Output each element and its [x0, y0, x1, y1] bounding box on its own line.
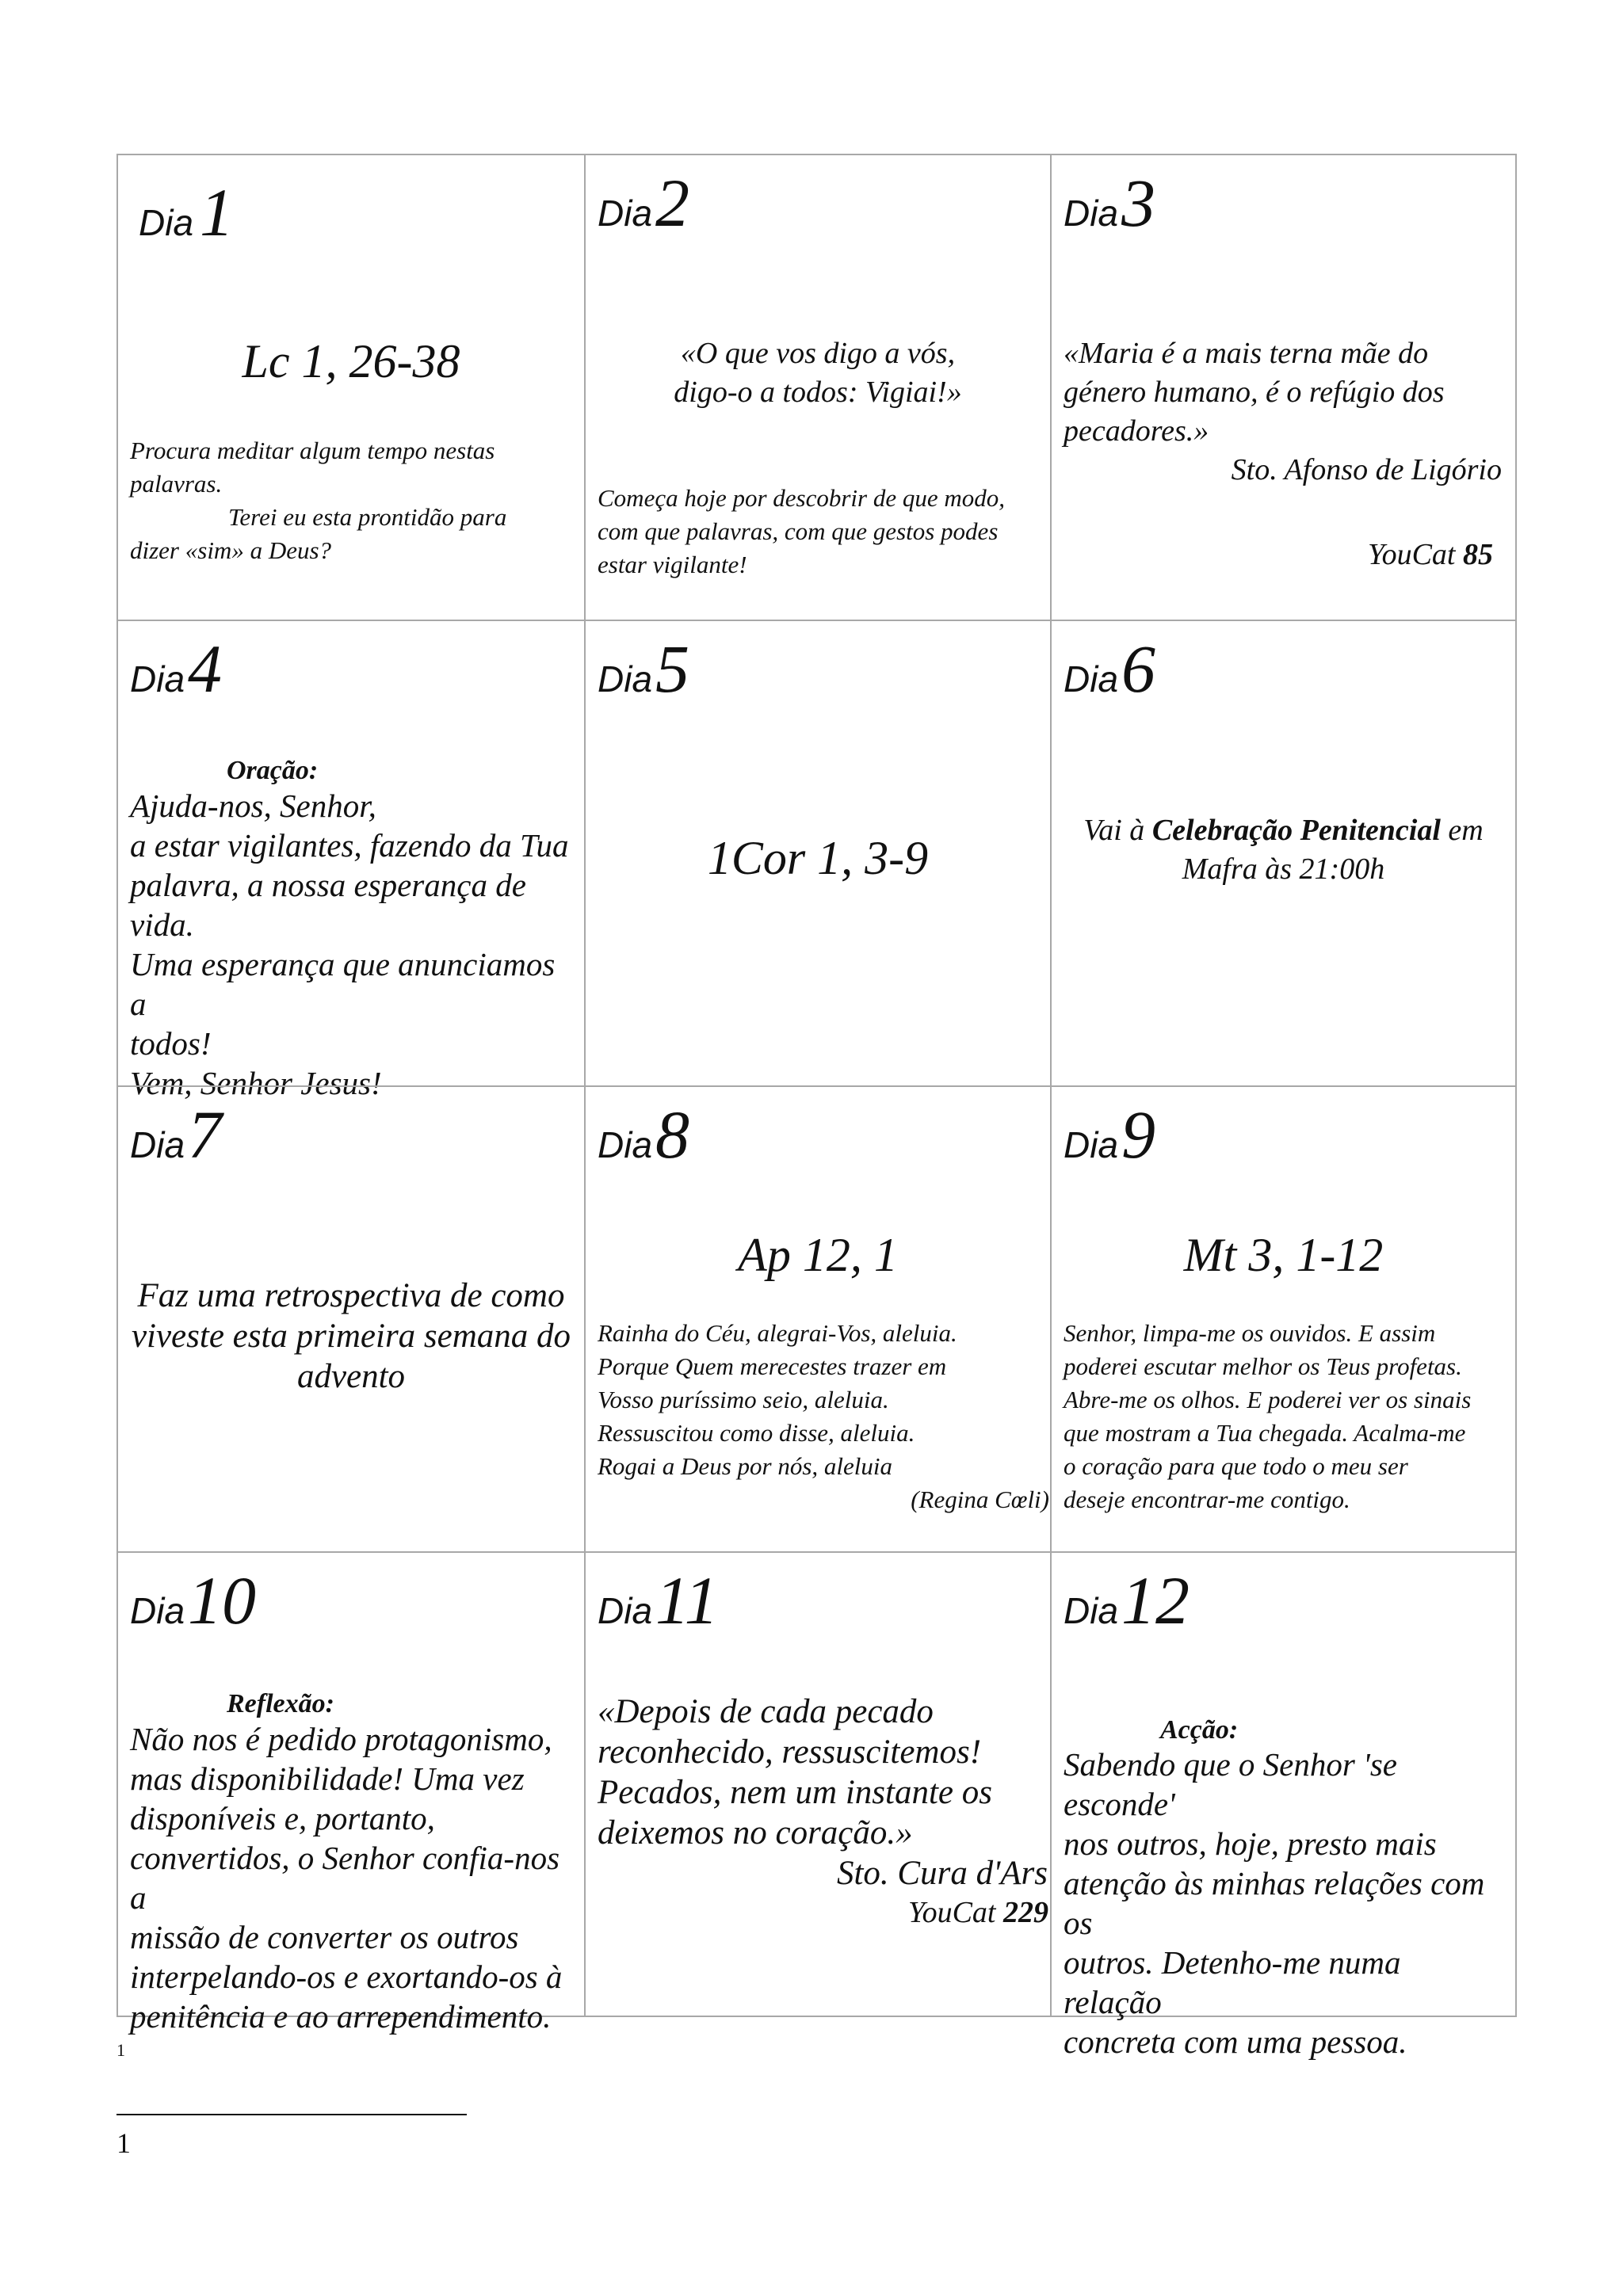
- reflection-text: Não nos é pedido protagonismo, mas disponibilidade! Uma vez disponíveis e, portanto, convertidos, o Senhor confia-nos a missão de converter os outros interpelando-os e exortando-os à penitência e ao arrependimento.: [130, 1721, 563, 2035]
- day-title: Dia 7: [130, 1097, 223, 1173]
- day-cell-3: [1050, 154, 1517, 620]
- day-title: Dia 10: [130, 1562, 257, 1638]
- day-text: Procura meditar algum tempo nestas palavras. Terei eu esta prontidão para dizer «sim» a Deus?: [130, 437, 507, 564]
- prayer-source: (Regina Cœli): [911, 1486, 1049, 1513]
- day-text: Faz uma retrospectiva de como viveste esta primeira semana do advento: [131, 1277, 571, 1395]
- quote: «O que vos digo a vós, digo-o a todos: Vigiai!»: [674, 337, 962, 409]
- day-cell-1: [116, 154, 584, 620]
- section-heading: Acção:: [1160, 1715, 1239, 1745]
- day-cell-10: [116, 1551, 584, 2035]
- day-title: Dia 5: [598, 631, 690, 707]
- day-cell-7: [116, 1085, 584, 1551]
- day-cell-9: [1050, 1085, 1517, 1551]
- bible-reference: Lc 1, 26-38: [242, 335, 460, 387]
- day-cell-2: [584, 154, 1050, 620]
- day-cell-8: [584, 1085, 1050, 1551]
- quote: «Depois de cada pecado reconhecido, ressuscitemos! Pecados, nem um instante os deixemos no coração.» Sto. Cura d'Ars: [598, 1693, 1048, 1892]
- day-title: Dia 9: [1064, 1097, 1156, 1173]
- event-text: Vai à Celebração Penitencial em Mafra às 21:00h: [1083, 814, 1484, 886]
- action-text: Sabendo que o Senhor 'se esconde' nos outros, hoje, presto mais atenção às minhas relações com os outros. Detenho-me numa relação concreta com uma pessoa.: [1064, 1746, 1485, 2060]
- youcat-reference: YouCat 229: [907, 1896, 1048, 1929]
- day-cell-6: [1050, 620, 1517, 1085]
- bible-reference: 1Cor 1, 3-9: [707, 832, 929, 884]
- footnote-separator: [116, 2114, 467, 2115]
- bible-reference: Ap 12, 1: [738, 1229, 898, 1281]
- bible-reference: Mt 3, 1-12: [1183, 1229, 1384, 1281]
- day-title: Dia 3: [1064, 165, 1156, 241]
- day-title: Dia 12: [1064, 1562, 1190, 1638]
- footnote-number: 1: [116, 2127, 131, 2159]
- day-title: Dia 1: [139, 174, 235, 250]
- day-cell-12: [1050, 1551, 1517, 2060]
- section-heading: Oração:: [227, 756, 319, 785]
- day-cell-5: [584, 620, 1050, 1085]
- quote-author: Sto. Cura d'Ars: [836, 1855, 1048, 1892]
- prayer-text: Senhor, limpa-me os ouvidos. E assim poderei escutar melhor os Teus profetas. Abre-me os olhos. E poderei ver os sinais que mostram a Tua chegada. Acalma-me o coração para que todo o meu ser deseje encontrar-me contigo.: [1064, 1319, 1472, 1513]
- day-title: Dia 4: [130, 631, 223, 707]
- prayer-text: Ajuda-nos, Senhor, a estar vigilantes, fazendo da Tua palavra, a nossa esperança de vida. Uma esperança que anunciamos a todos! Vem, Senhor Jesus!: [130, 788, 569, 1101]
- advent-calendar-grid: [116, 154, 1517, 2060]
- quote-author: Sto. Afonso de Ligório: [1231, 453, 1502, 486]
- day-cell-4: [116, 620, 584, 1101]
- footnote-marker: 1: [116, 2040, 125, 2060]
- day-title: Dia 6: [1064, 631, 1156, 707]
- day-title: Dia 2: [598, 165, 690, 241]
- quote: «Maria é a mais terna mãe do género humano, é o refúgio dos pecadores.» Sto. Afonso de Ligório: [1064, 334, 1503, 490]
- day-text: Começa hoje por descobrir de que modo, com que palavras, com que gestos podes estar vigilante!: [598, 484, 1005, 578]
- prayer-text: Rainha do Céu, alegrai-Vos, aleluia. Porque Quem merecestes trazer em Vosso puríssimo seio, aleluia. Ressuscitou como disse, aleluia. Rogai a Deus por nós, aleluia (Regina Cœli): [598, 1317, 1038, 1516]
- day-title: Dia 8: [598, 1097, 690, 1173]
- day-cell-11: [584, 1551, 1050, 2017]
- section-heading: Reflexão:: [227, 1689, 334, 1718]
- day-title: Dia 11: [598, 1562, 719, 1638]
- youcat-reference: YouCat 85: [1367, 538, 1493, 571]
